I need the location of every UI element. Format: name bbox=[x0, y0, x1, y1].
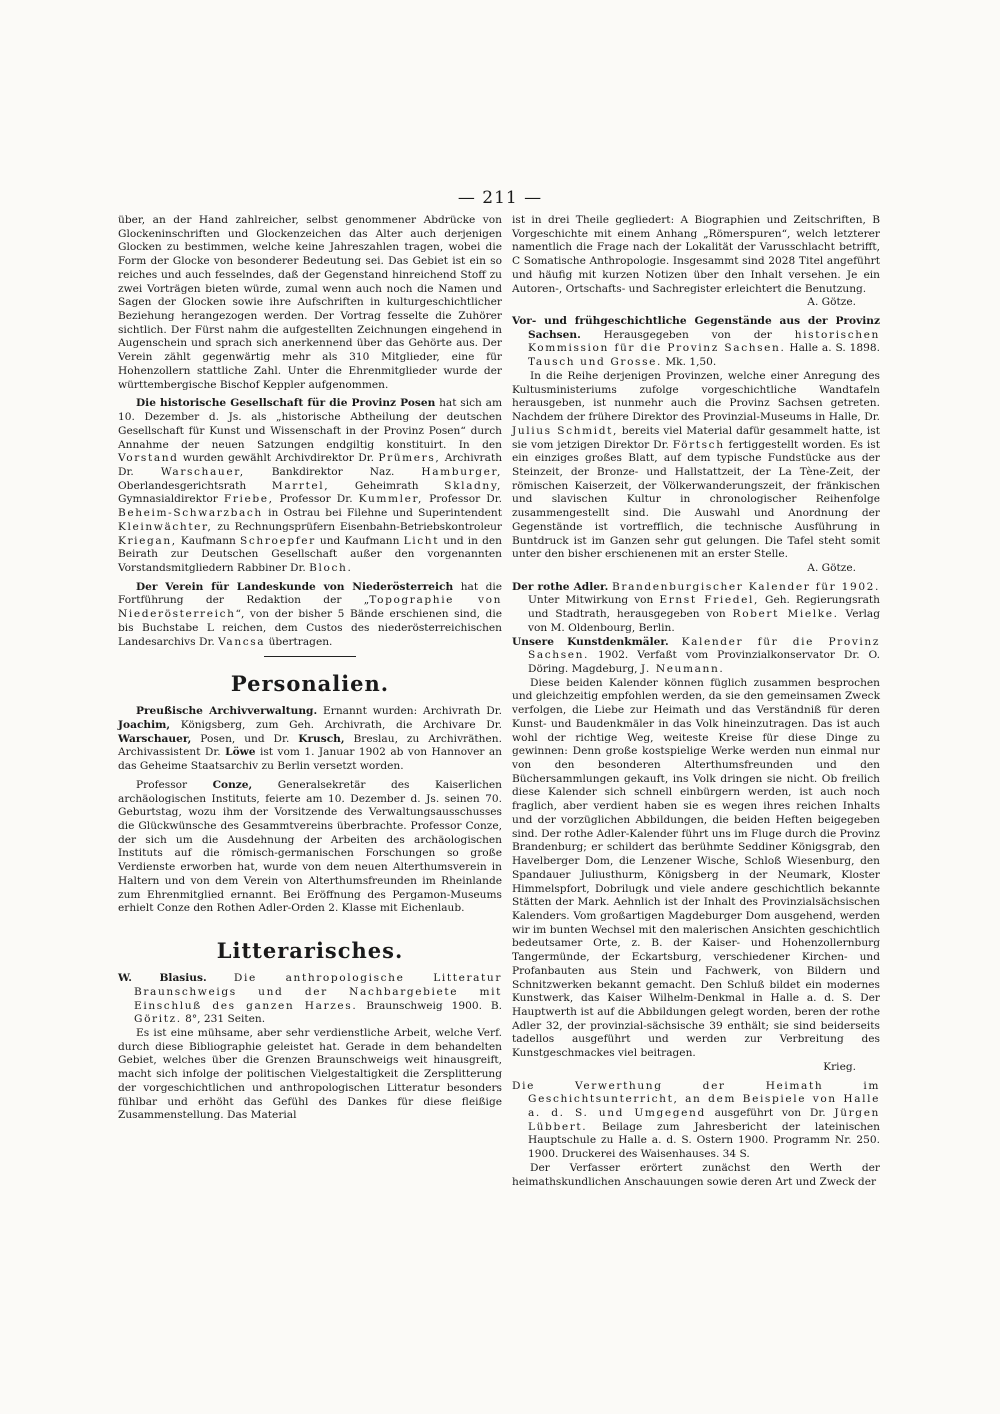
section-heading-litterarisches: Litterarisches. bbox=[216, 938, 404, 964]
blasius-heading: W. Blasius. bbox=[118, 972, 207, 985]
paragraph-glocken: über, an der Hand zahlreicher, selbst genommener Abdrücke von Glockeninschriften und Glockenzeichen das Alter auch derjenigen Glocken zu bestimmen, welche keine Jahreszahlen tragen, wobei die Form der Glocke von besonderer Bedeutung sei. Das Gebiet ist ein so reiches und auch fesselndes, daß der Gegenstand hinreichend Stoff zu zwei Vorträgen bieten würde, zumal wenn auch noch die Namen und Sagen der Glocken sowie ihre Aufschriften in kulturgeschichtlicher Beziehung herangezogen werden. Der Vortrag fesselte die Zuhörer sichtlich. Der Fürst nahm die aufgestellten Zeichnungen eingehend in Augenschein und sprach sich anerkennend über das Gehörte aus. Der Verein zählt gegenwärtig mehr als 310 Mitglieder, eine für Hohenzollern stattliche Zahl. Unter die Ehrenmitglieder wurde der württembergische Bischof Keppler aufgenommen. bbox=[118, 214, 502, 391]
paragraph-verwerthung-review: Der Verfasser erörtert zunächst den Werth der heimathskundlichen Anschauungen sowie deren Art und Zweck der bbox=[512, 1161, 880, 1188]
entry-rothe-adler: Der rothe Adler. Brandenburgischer Kalender für 1902. Unter Mitwirkung von Ernst Friedel, Geh. Regierungsrath und Stadtrath, herausgegeben von Robert Mielke. Verlag von M. Oldenbourg, Berlin. bbox=[512, 580, 881, 634]
section-heading-personalien: Personalien. bbox=[230, 671, 390, 697]
paragraph-sachsen-review: In die Reihe derjenigen Provinzen, welche einer Anregung des Kultusministeriums zufolge vorgeschichtliche Wandtafeln herausgeben, ist nunmehr auch die Provinz Sachsen getreten. Nachdem der frühere Direktor des Provinzial-Museums in Halle, Dr. Julius Schmidt, bereits viel Material dafür gesammelt hatte, ist sie vom jetzigen Direktor Dr. Förtsch fertiggestellt worden. Es ist ein einziges großes Blatt, auf dem typische Fundstücke aus der Steinzeit, der Bronze- und Hallstattzeit, der La Tène-Zeit, der römischen Kaiserzeit, der Völkerwanderungszeit, der fränkischen und slavischen Kultur in chronologischer Reihenfolge zusammengestellt sind. Die Auswahl und Anordnung der Gegenstände ist vortrefflich, die technische Ausführung in Buntdruck ist im Ganzen sehr gut gelungen. Die Tafel steht somit unter den bisher erschienenen mit an erster Stelle. bbox=[512, 369, 880, 561]
paragraph-kalender-review: Diese beiden Kalender können füglich zusammen besprochen und gleichzeitig empfohlen werden, da sie den gemeinsamen Zweck verfolgen, die Liebe zur Heimath und das Verständniß für deren Kunst- und Baudenkmäler in das Volk hineinzutragen. Das ist auch wohl der richtige Weg, weiteste Kreise für diese Dinge zu gewinnen: Denn große kostspielige Werke werden nun einmal nur von den besonderen Alterthumsfreunden und den Büchersammlungen gekauft, ins Volk dringen sie nicht. Ob freilich diese Kalender sich schnell einbürgern werden, ist auch noch fraglich, aber verdient haben sie es wegen ihres reichen Inhalts und der vorzüglichen Abbildungen, die beiden Heften beigegeben sind. Der rothe Adler-Kalender führt uns im Fluge durch die Provinz Brandenburg; er schildert das berühmte Seddiner Königsgrab, den Havelberger Dom, die Lenzener Wische, Schloß Wiesenburg, den Spandauer Juliusthurm, Königsberg in der Neumark, Kloster Himmelspfort, Dobrilugk und viele andere geschichtlich bekannte Stätten der Mark. Aehnlich ist der Inhalt des Provinzialsächsischen Kalenders. Vom großartigen Magdeburger Dom ausgehend, werden wir im bunten Wechsel mit den malerischen Ansichten geschichtlich bedeutsamer Orte, z. B. der Kaiser- und Hohenzollernburg Tangermünde, der Eckartsburg, verschiedener Kirchen- und Profanbauten aus Stein und Fachwerk, von Bildern und Schnitzwerken bekannt gemacht. Den Schluß bildet ein modernes Kunstwerk, das Kaiser Wilhelm-Denkmal in Halle a. d. S. Der Hauptwerth ist auf die Abbildungen gelegt worden, beren der rothe Adler 32, der provinzial-sächsische 39 enthält; sie sind beiderseits tadellos ausgeführt und werden zur Verbreitung des Kunstgeschmackes viel beitragen. bbox=[512, 676, 880, 1060]
paragraph-posen: Die historische Gesellschaft für die Provinz Posen hat sich am 10. Dezember d. Js. als „historische Abtheilung der deutschen Gesellschaft für Kunst und Wissenschaft in der Provinz Posen“ durch Annahme der neuen Satzungen endgiltig konstituirt. In den Vorstand wurden gewählt Archivdirektor Dr. Prümers, Archivrath Dr. Warschauer, Bankdirektor Naz. Hamburger, Oberlandesgerichtsrath Marrtel, Geheimrath Skladny, Gymnasialdirektor Friebe, Professor Dr. Kummler, Professor Dr. Beheim-Schwarzbach in Ostrau bei Filehne und Superintendent Kleinwächter, zu Rechnungsprüfern Eisenbahn-Betriebskontroleur Kriegan, Kaufmann Schroepfer und Kaufmann Licht und in den Beirath zur Deutschen Gesellschaft außer den vorgenannten Vorstandsmitgliedern Rabbiner Dr. Bloch. bbox=[118, 397, 503, 574]
kunstdenkmaeler-heading: Unsere Kunstdenkmäler. bbox=[512, 635, 669, 648]
entry-kunstdenkmaeler: Unsere Kunstdenkmäler. Kalender für die Provinz Sachsen. 1902. Verfaßt vom Provinzialkonservator Dr. O. Döring. Magdeburg, J. Neumann. bbox=[512, 635, 881, 675]
posen-heading: Die historische Gesellschaft für die Provinz Posen bbox=[136, 397, 436, 410]
left-column bbox=[118, 214, 502, 1123]
rothe-adler-heading: Der rothe Adler. bbox=[512, 580, 609, 593]
signature-goetze-2: A. Götze. bbox=[807, 561, 856, 574]
paragraph-blasius-review: Es ist eine mühsame, aber sehr verdienstliche Arbeit, welche Verf. durch diese Bibliographie geleistet hat. Gerade in dem behandelten Gebiet, welches über die Grenzen Braunschweigs weit hinausgreift, macht sich infolge der politischen Vielgestaltigkeit die Zersplitterung der vorgeschichtlichen und anthropologischen Litteratur besonders fühlbar und erhöht das Gefühl des Dankes für diese fleißige Zusammenstellung. Das Material bbox=[118, 1026, 502, 1122]
signature-goetze-1: A. Götze. bbox=[807, 296, 856, 309]
paragraph-blasius-continued: ist in drei Theile gegliedert: A Biographien und Zeitschriften, B Vorgeschichte mit einem Anhang „Römerspuren“, welch letzterer namentlich die Frage nach der Lokalität der Varusschlacht betrifft, C Somatische Anthropologie. Insgesammt sind 2028 Titel angeführt und häufig mit kurzen Notizen über den Inhalt versehen. Je ein Autoren-, Ortschafts- und Sachregister erleichtert die Benutzung. bbox=[512, 214, 880, 295]
archivverwaltung-heading: Preußische Archivverwaltung. bbox=[136, 705, 318, 718]
right-column bbox=[512, 214, 880, 1189]
page-number: — 211 — bbox=[457, 188, 543, 208]
entry-sachsen: Vor- und frühgeschichtliche Gegenstände aus der Provinz Sachsen. Herausgegeben von der historischen Kommission für die Provinz Sachsen. Halle a. S. 1898. Tausch und Grosse. Mk. 1,50. bbox=[512, 315, 880, 369]
entry-blasius: W. Blasius. Die anthropologische Litteratur Braunschweigs und der Nachbargebiete mit Einschluß des ganzen Harzes. Braunschweig 1900. B. Göritz. 8°, 231 Seiten. bbox=[118, 972, 502, 1026]
niederoesterreich-heading: Der Verein für Landeskunde von Niederösterreich bbox=[136, 580, 454, 593]
section-divider bbox=[264, 656, 356, 657]
sachsen-heading: Vor- und frühgeschichtliche Gegenstände aus der Provinz Sachsen. bbox=[512, 315, 880, 341]
signature-krieg: Krieg. bbox=[823, 1060, 856, 1073]
paragraph-niederoesterreich: Der Verein für Landeskunde von Niederösterreich hat die Fortführung der Redaktion der „Topographie von Niederösterreich“, von der bisher 5 Bände erschienen sind, die bis Buchstabe L reichen, dem Custos des niederösterreichischen Landesarchivs Dr. Vancsa übertragen. bbox=[118, 580, 503, 648]
entry-verwerthung-heimath: Die Verwerthung der Heimath im Geschichtsunterricht, an dem Beispiele von Halle a. d. S. und Umgegend ausgeführt von Dr. Jürgen Lübbert. Beilage zum Jahresbericht der lateinischen Hauptschule zu Halle a. d. S. Ostern 1900. Programm Nr. 250. 1900. Druckerei des Waisenhauses. 34 S. bbox=[512, 1079, 880, 1161]
paragraph-archivverwaltung: Preußische Archivverwaltung. Ernannt wurden: Archivrath Dr. Joachim, Königsberg, zum Geh. Archivrath, die Archivare Dr. Warschauer, Posen, und Dr. Krusch, Breslau, zu Archivräthen. Archivassistent Dr. Löwe ist vom 1. Januar 1902 ab von Hannover an das Geheime Staatsarchiv zu Berlin versetzt worden. bbox=[118, 705, 503, 773]
paragraph-conze: Professor Conze, Generalsekretär des Kaiserlichen archäologischen Instituts, feierte am 10. Dezember d. Js. seinen 70. Geburtstag, wozu ihm der Vorsitzende des Verwaltungsausschusses die Glückwünsche des Gesammtvereins überbrachte. Professor Conze, der sich um die Ausdehnung der Arbeiten des archäologischen Instituts auf die römisch-germanischen Forschungen so große Verdienste erworben hat, wurde von dem neuen Alterthumsverein in Haltern und von dem Verein von Alterthumsfreunden im Rheinlande zum Ehrenmitglied ernannt. Bei Eröffnung des Pergamon-Museums erhielt Conze den Rothen Adler-Orden 2. Klasse mit Eichenlaub. bbox=[118, 778, 502, 915]
